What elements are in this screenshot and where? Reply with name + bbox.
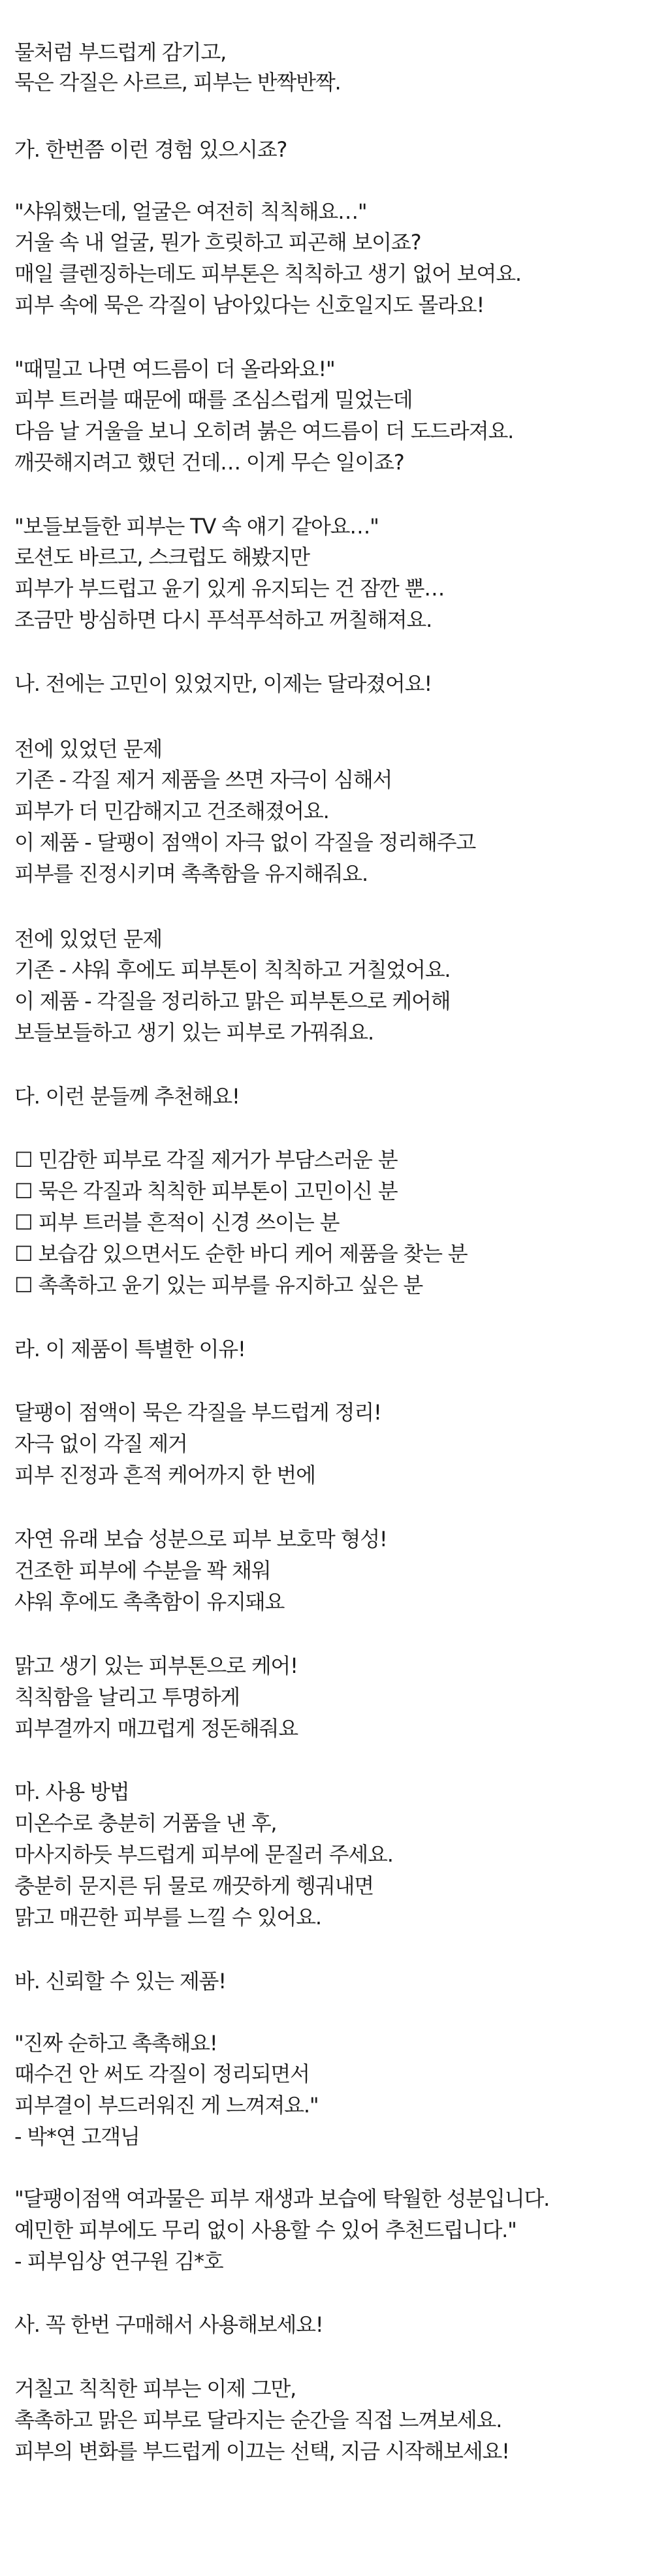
section-heading: 다. 이런 분들께 추천해요! bbox=[14, 1084, 240, 1109]
text-line: 피부가 더 민감해지고 건조해졌어요. bbox=[14, 799, 329, 823]
text-line: 맑고 매끈한 피부를 느낄 수 있어요. bbox=[14, 1905, 321, 1930]
quote-line: 피부결이 부드러워진 게 느껴져요." bbox=[14, 2093, 319, 2118]
text-line: 이 제품 - 달팽이 점액이 자극 없이 각질을 정리해주고 bbox=[14, 830, 476, 855]
section-heading: 라. 이 제품이 특별한 이유! bbox=[14, 1337, 246, 1361]
checklist-item: ☐ 촉촉하고 윤기 있는 피부를 유지하고 싶은 분 bbox=[14, 1273, 423, 1297]
quote-attribution: - 박*연 고객님 bbox=[14, 2124, 140, 2149]
checklist-item: ☐ 묵은 각질과 칙칙한 피부톤이 고민이신 분 bbox=[14, 1179, 398, 1203]
text-line: 달팽이 점액이 묵은 각질을 부드럽게 정리! bbox=[14, 1400, 381, 1425]
quote-line: "샤워했는데, 얼굴은 여전히 칙칙해요…" bbox=[14, 199, 367, 224]
text-line: 기존 - 각질 제거 제품을 쓰면 자극이 심해서 bbox=[14, 767, 392, 792]
text-line: 자연 유래 보습 성분으로 피부 보호막 형성! bbox=[14, 1527, 387, 1551]
text-line: 마사지하듯 부드럽게 피부에 문질러 주세요. bbox=[14, 1842, 393, 1867]
section-heading: 나. 전에는 고민이 있었지만, 이제는 달라졌어요! bbox=[14, 671, 432, 696]
quote-line: "보들보들한 피부는 TV 속 얘기 같아요…" bbox=[14, 514, 379, 539]
checklist-item: ☐ 보습감 있으면서도 순한 바디 케어 제품을 찾는 분 bbox=[14, 1241, 468, 1266]
text-line: 피부를 진정시키며 촉촉함을 유지해줘요. bbox=[14, 861, 368, 886]
text-line: 맑고 생기 있는 피부톤으로 케어! bbox=[14, 1653, 298, 1678]
section-heading: 마. 사용 방법 bbox=[14, 1779, 129, 1804]
quote-line: "진짜 순하고 촉촉해요! bbox=[14, 2031, 217, 2056]
text-line: 물처럼 부드럽게 감기고, bbox=[14, 40, 227, 65]
text-line: 조금만 방심하면 다시 푸석푸석하고 꺼칠해져요. bbox=[14, 607, 432, 632]
text-line: 촉촉하고 맑은 피부로 달라지는 순간을 직접 느껴보세요. bbox=[14, 2408, 502, 2432]
text-line: 거칠고 칙칙한 피부는 이제 그만, bbox=[14, 2376, 296, 2401]
text-line: 미온수로 충분히 거품을 낸 후, bbox=[14, 1811, 277, 1836]
text-line: 피부결까지 매끄럽게 정돈해줘요 bbox=[14, 1716, 298, 1741]
quote-line: "달팽이점액 여과물은 피부 재생과 보습에 탁월한 성분입니다. bbox=[14, 2186, 550, 2211]
text-line: 매일 클렌징하는데도 피부톤은 칙칙하고 생기 없어 보여요. bbox=[14, 261, 521, 286]
text-line: 샤워 후에도 촉촉함이 유지돼요 bbox=[14, 1589, 285, 1614]
text-line: 보들보들하고 생기 있는 피부로 가꿔줘요. bbox=[14, 1020, 374, 1045]
section-heading: 바. 신뢰할 수 있는 제품! bbox=[14, 1969, 226, 1994]
text-line: 건조한 피부에 수분을 꽉 채워 bbox=[14, 1558, 271, 1583]
quote-line: 예민한 피부에도 무리 없이 사용할 수 있어 추천드립니다." bbox=[14, 2218, 517, 2242]
quote-line: 때수건 안 써도 각질이 정리되면서 bbox=[14, 2061, 310, 2086]
text-line: 피부 진정과 흔적 케어까지 한 번에 bbox=[14, 1463, 315, 1487]
text-line: 칙칙함을 날리고 투명하게 bbox=[14, 1685, 240, 1709]
quote-line: "때밀고 나면 여드름이 더 올라와요!" bbox=[14, 357, 335, 381]
text-line: 기존 - 샤워 후에도 피부톤이 칙칙하고 거칠었어요. bbox=[14, 957, 451, 982]
subheading: 전에 있었던 문제 bbox=[14, 737, 162, 761]
section-heading: 사. 꼭 한번 구매해서 사용해보세요! bbox=[14, 2312, 323, 2337]
quote-attribution: - 피부임상 연구원 김*호 bbox=[14, 2249, 223, 2274]
text-line: 피부 트러블 때문에 때를 조심스럽게 밀었는데 bbox=[14, 387, 413, 412]
text-line: 자극 없이 각질 제거 bbox=[14, 1431, 187, 1456]
text-line: 피부가 부드럽고 윤기 있게 유지되는 건 잠깐 뿐… bbox=[14, 576, 445, 601]
subheading: 전에 있었던 문제 bbox=[14, 927, 162, 951]
section-heading: 가. 한번쯤 이런 경험 있으시죠? bbox=[14, 137, 287, 162]
text-line: 거울 속 내 얼굴, 뭔가 흐릿하고 피곤해 보이죠? bbox=[14, 230, 421, 255]
checklist-item: ☐ 피부 트러블 흔적이 신경 쓰이는 분 bbox=[14, 1210, 340, 1235]
checklist-item: ☐ 민감한 피부로 각질 제거가 부담스러운 분 bbox=[14, 1147, 398, 1172]
text-line: 이 제품 - 각질을 정리하고 맑은 피부톤으로 케어해 bbox=[14, 989, 451, 1013]
text-line: 묵은 각질은 사르르, 피부는 반짝반짝. bbox=[14, 70, 341, 95]
text-line: 다음 날 거울을 보니 오히려 붉은 여드름이 더 도드라져요. bbox=[14, 419, 514, 443]
text-line: 피부의 변화를 부드럽게 이끄는 선택, 지금 시작해보세요! bbox=[14, 2439, 509, 2464]
text-line: 충분히 문지른 뒤 물로 깨끗하게 헹궈내면 bbox=[14, 1873, 374, 1898]
text-line: 깨끗해지려고 했던 건데… 이게 무슨 일이죠? bbox=[14, 450, 404, 475]
text-line: 피부 속에 묵은 각질이 남아있다는 신호일지도 몰라요! bbox=[14, 293, 485, 317]
text-line: 로션도 바르고, 스크럽도 해봤지만 bbox=[14, 545, 310, 569]
